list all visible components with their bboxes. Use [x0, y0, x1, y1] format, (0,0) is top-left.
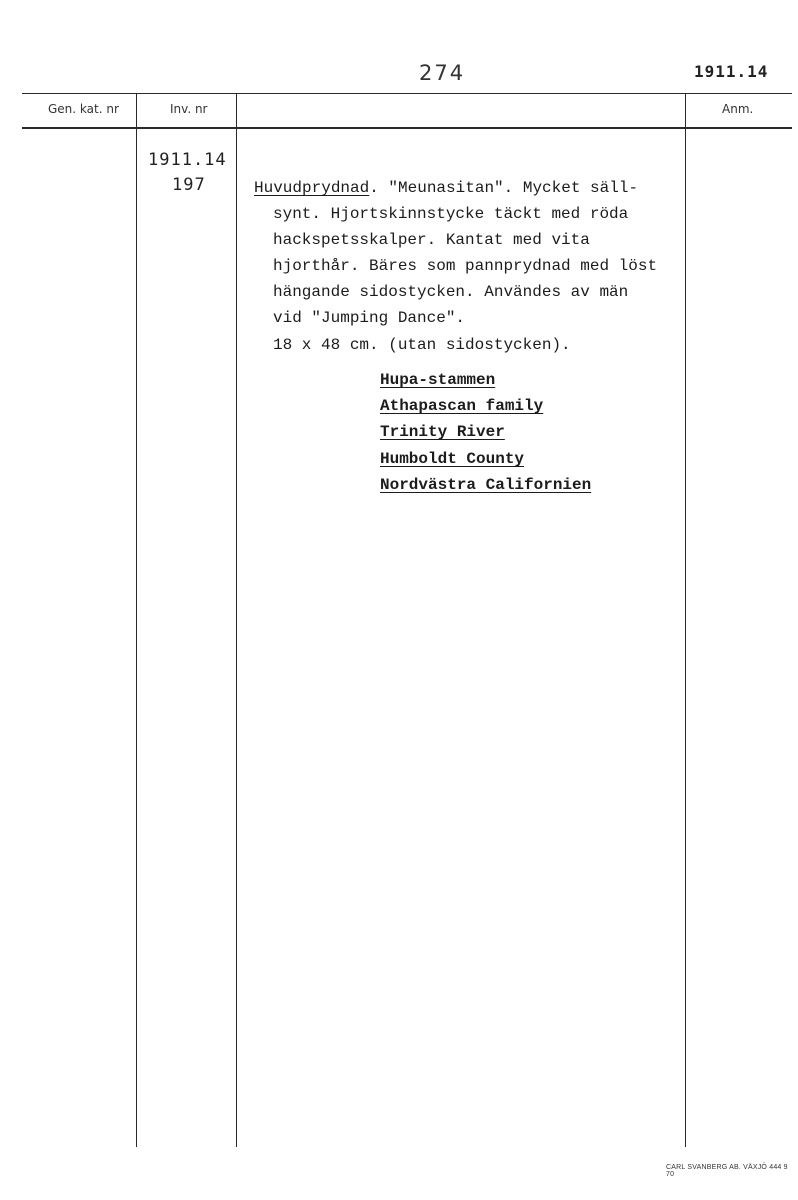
column-header-gen-kat-nr: Gen. kat. nr — [48, 102, 119, 116]
description-line: hjorthår. Bäres som pannprydnad med löst — [273, 257, 658, 275]
description-line-1 — [254, 175, 638, 201]
inventory-year: 1911.14 — [148, 150, 227, 170]
column-divider-inv-desc — [236, 93, 237, 1147]
header-rule — [22, 127, 792, 129]
printer-mark: CARL SVANBERG AB. VÄXJÖ 444 9 70 — [666, 1164, 788, 1178]
top-rule — [22, 93, 792, 94]
location-river: Trinity River — [380, 423, 505, 441]
column-divider-desc-anm — [685, 93, 686, 1147]
object-title: Huvudprydnad — [254, 179, 370, 197]
column-header-anm: Anm. — [722, 102, 754, 116]
inventory-number: 197 — [172, 175, 206, 195]
description-line: vid "Jumping Dance". — [273, 309, 466, 327]
location-family: Athapascan family — [380, 397, 544, 415]
location-county: Humboldt County — [380, 450, 525, 468]
page-number: 274 — [419, 61, 466, 85]
description-line-1-rest: . "Meunasitan". Mycket säll- — [369, 179, 639, 197]
column-header-inv-nr: Inv. nr — [170, 102, 208, 116]
column-divider-gen-inv — [136, 93, 137, 1147]
header-reference: 1911.14 — [694, 62, 769, 81]
dimensions-line: 18 x 48 cm. (utan sidostycken). — [273, 336, 571, 354]
description-line: synt. Hjortskinnstycke täckt med röda — [273, 205, 629, 223]
description-line: hängande sidostycken. Användes av män — [273, 283, 629, 301]
location-tribe: Hupa-stammen — [380, 371, 496, 389]
description-line: hackspetsskalper. Kantat med vita — [273, 231, 590, 249]
location-region: Nordvästra Californien — [380, 476, 592, 494]
